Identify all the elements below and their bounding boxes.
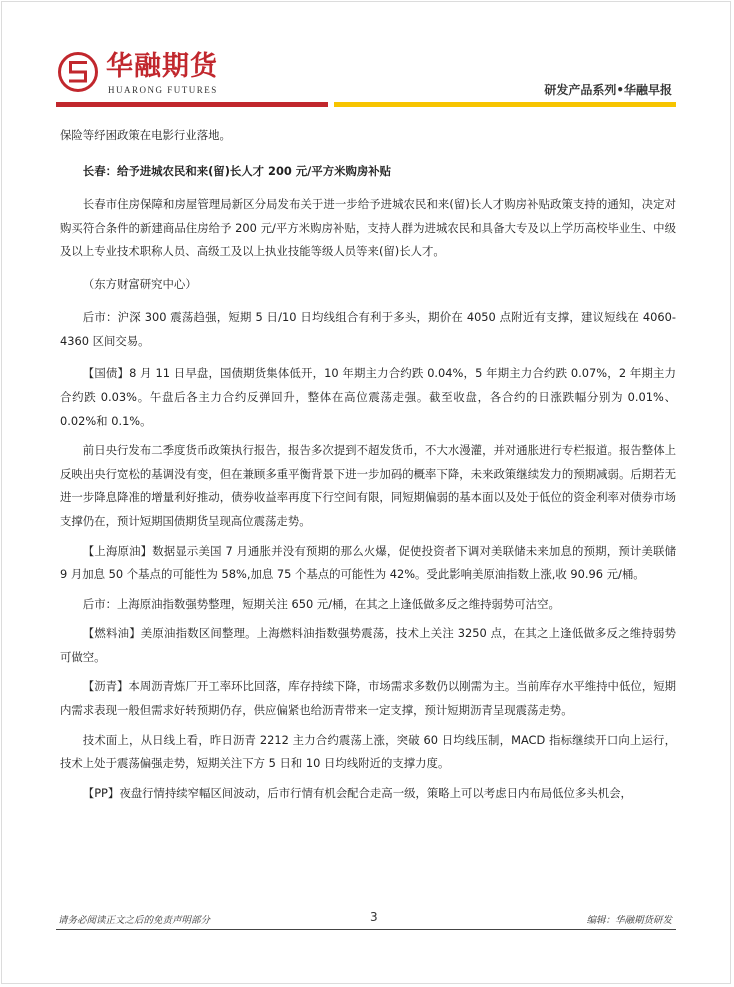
report-body (60, 124, 676, 811)
footer-author: 编辑：华融期货研发 (586, 915, 672, 926)
paragraph-crude-outlook: 后市：上海原油指数强势整理，短期关注 650 元/桶，在其之上逢低做多反之维持弱势可沽空。 (82, 596, 560, 611)
page-number: 3 (370, 910, 378, 924)
logo-english-name: HUARONG FUTURES (108, 85, 218, 95)
paragraph-csi300-outlook: 后市：沪深 300 震荡趋强，短期 5 日/10 日均线组合有利于多头，期价在 4050 点附近有支撑，建议短线在 4060-4360 区间交易。 (60, 310, 676, 348)
section-title-changchun: 长春：给予进城农民和来(留)长人才 200 元/平方米购房补贴 (82, 163, 392, 178)
paragraph-asphalt-technical: 技术面上，从日线上看，昨日沥青 2212 主力合约震荡上涨，突破 60 日均线压制，MACD 指标继续开口向上运行，技术上处于震荡偏强走势，短期关注下方 5 日和 10 日均线附近的支撑力度。 (60, 732, 676, 771)
series-tag: 研发产品系列•华融早报 (544, 83, 672, 97)
logo-chinese-name: 华融期货 (106, 51, 218, 82)
footer-divider (56, 929, 676, 930)
source-note: （东方财富研究中心） (82, 276, 197, 291)
paragraph-film-policy: 保险等纾困政策在电影行业落地。 (60, 128, 231, 142)
paragraph-treasury-futures: 【国债】8 月 11 日早盘，国债期货集体低开，10 年期主力合约跌 0.04%，5 年期主力合约跌 0.07%，2 年期主力合约跌 0.03%。午盘后各主力合约反弹回升，整体在高位震荡走强。截至收盘，各合约的日涨跌幅分别为 0.01%、0.02%和 0.1%。 (60, 366, 676, 428)
paragraph-pp: 【PP】夜盘行情持续窄幅区间波动，后市行情有机会配合走高一级，策略上可以考虑日内布局低位多头机会， (82, 785, 632, 800)
header-bar-yellow (334, 102, 676, 107)
paragraph-fuel-oil: 【燃料油】美原油指数区间整理。上海燃料油指数强势震荡，技术上关注 3250 点，在其之上逢低做多反之维持弱势可做空。 (60, 626, 676, 664)
header-bar-red (56, 102, 328, 107)
paragraph-shanghai-crude: 【上海原油】数据显示美国 7 月通胀并没有预期的那么火爆，促使投资者下调对美联储未来加息的预期，预计美联储 9 月加息 50 个基点的可能性为 58%,加息 75 个基点的可能性为 42%。受此影响美原油指数上涨,收 90.96 元/桶。 (60, 543, 676, 582)
paragraph-monetary-policy: 前日央行发布二季度货币政策执行报告，报告多次提到不超发货币，不大水漫灌，并对通胀进行专栏报道。报告整体上反映出央行宽松的基调没有变，但在兼顾多重平衡背景下进一步加码的概率下降，未来政策继续发力的预期减弱。后期若无进一步降息降准的增量利好推动，债券收益率再度下行空间有限，同短期偏弱的基本面以及处于低位的资金利率对债券市场支撑仍在，预计短期国债期货呈现高位震荡走势。 (60, 443, 676, 528)
paragraph-asphalt: 【沥青】本周沥青炼厂开工率环比回落，库存持续下降，市场需求多数仍以刚需为主。当前库存水平维持中低位，短期内需求表现一般但需求好转预期仍存，供应偏紧也给沥青带来一定支撑，预计短期沥青呈现震荡走势。 (60, 679, 676, 718)
paragraph-changchun-subsidy: 长春市住房保障和房屋管理局新区分局发布关于进一步给予进城农民和来(留)长人才购房补贴政策支持的通知，决定对购买符合条件的新建商品住房给予 200 元/平方米购房补贴，支持人群为进城农民和具备大专及以上学历高校毕业生、中级及以上专业技术职称人员、高级工及以上执业技能等级人员等来(留)长人才。 (60, 197, 676, 259)
huarong-logo-icon (58, 52, 98, 92)
footer-disclaimer: 请务必阅读正文之后的免责声明部分 (58, 915, 211, 926)
